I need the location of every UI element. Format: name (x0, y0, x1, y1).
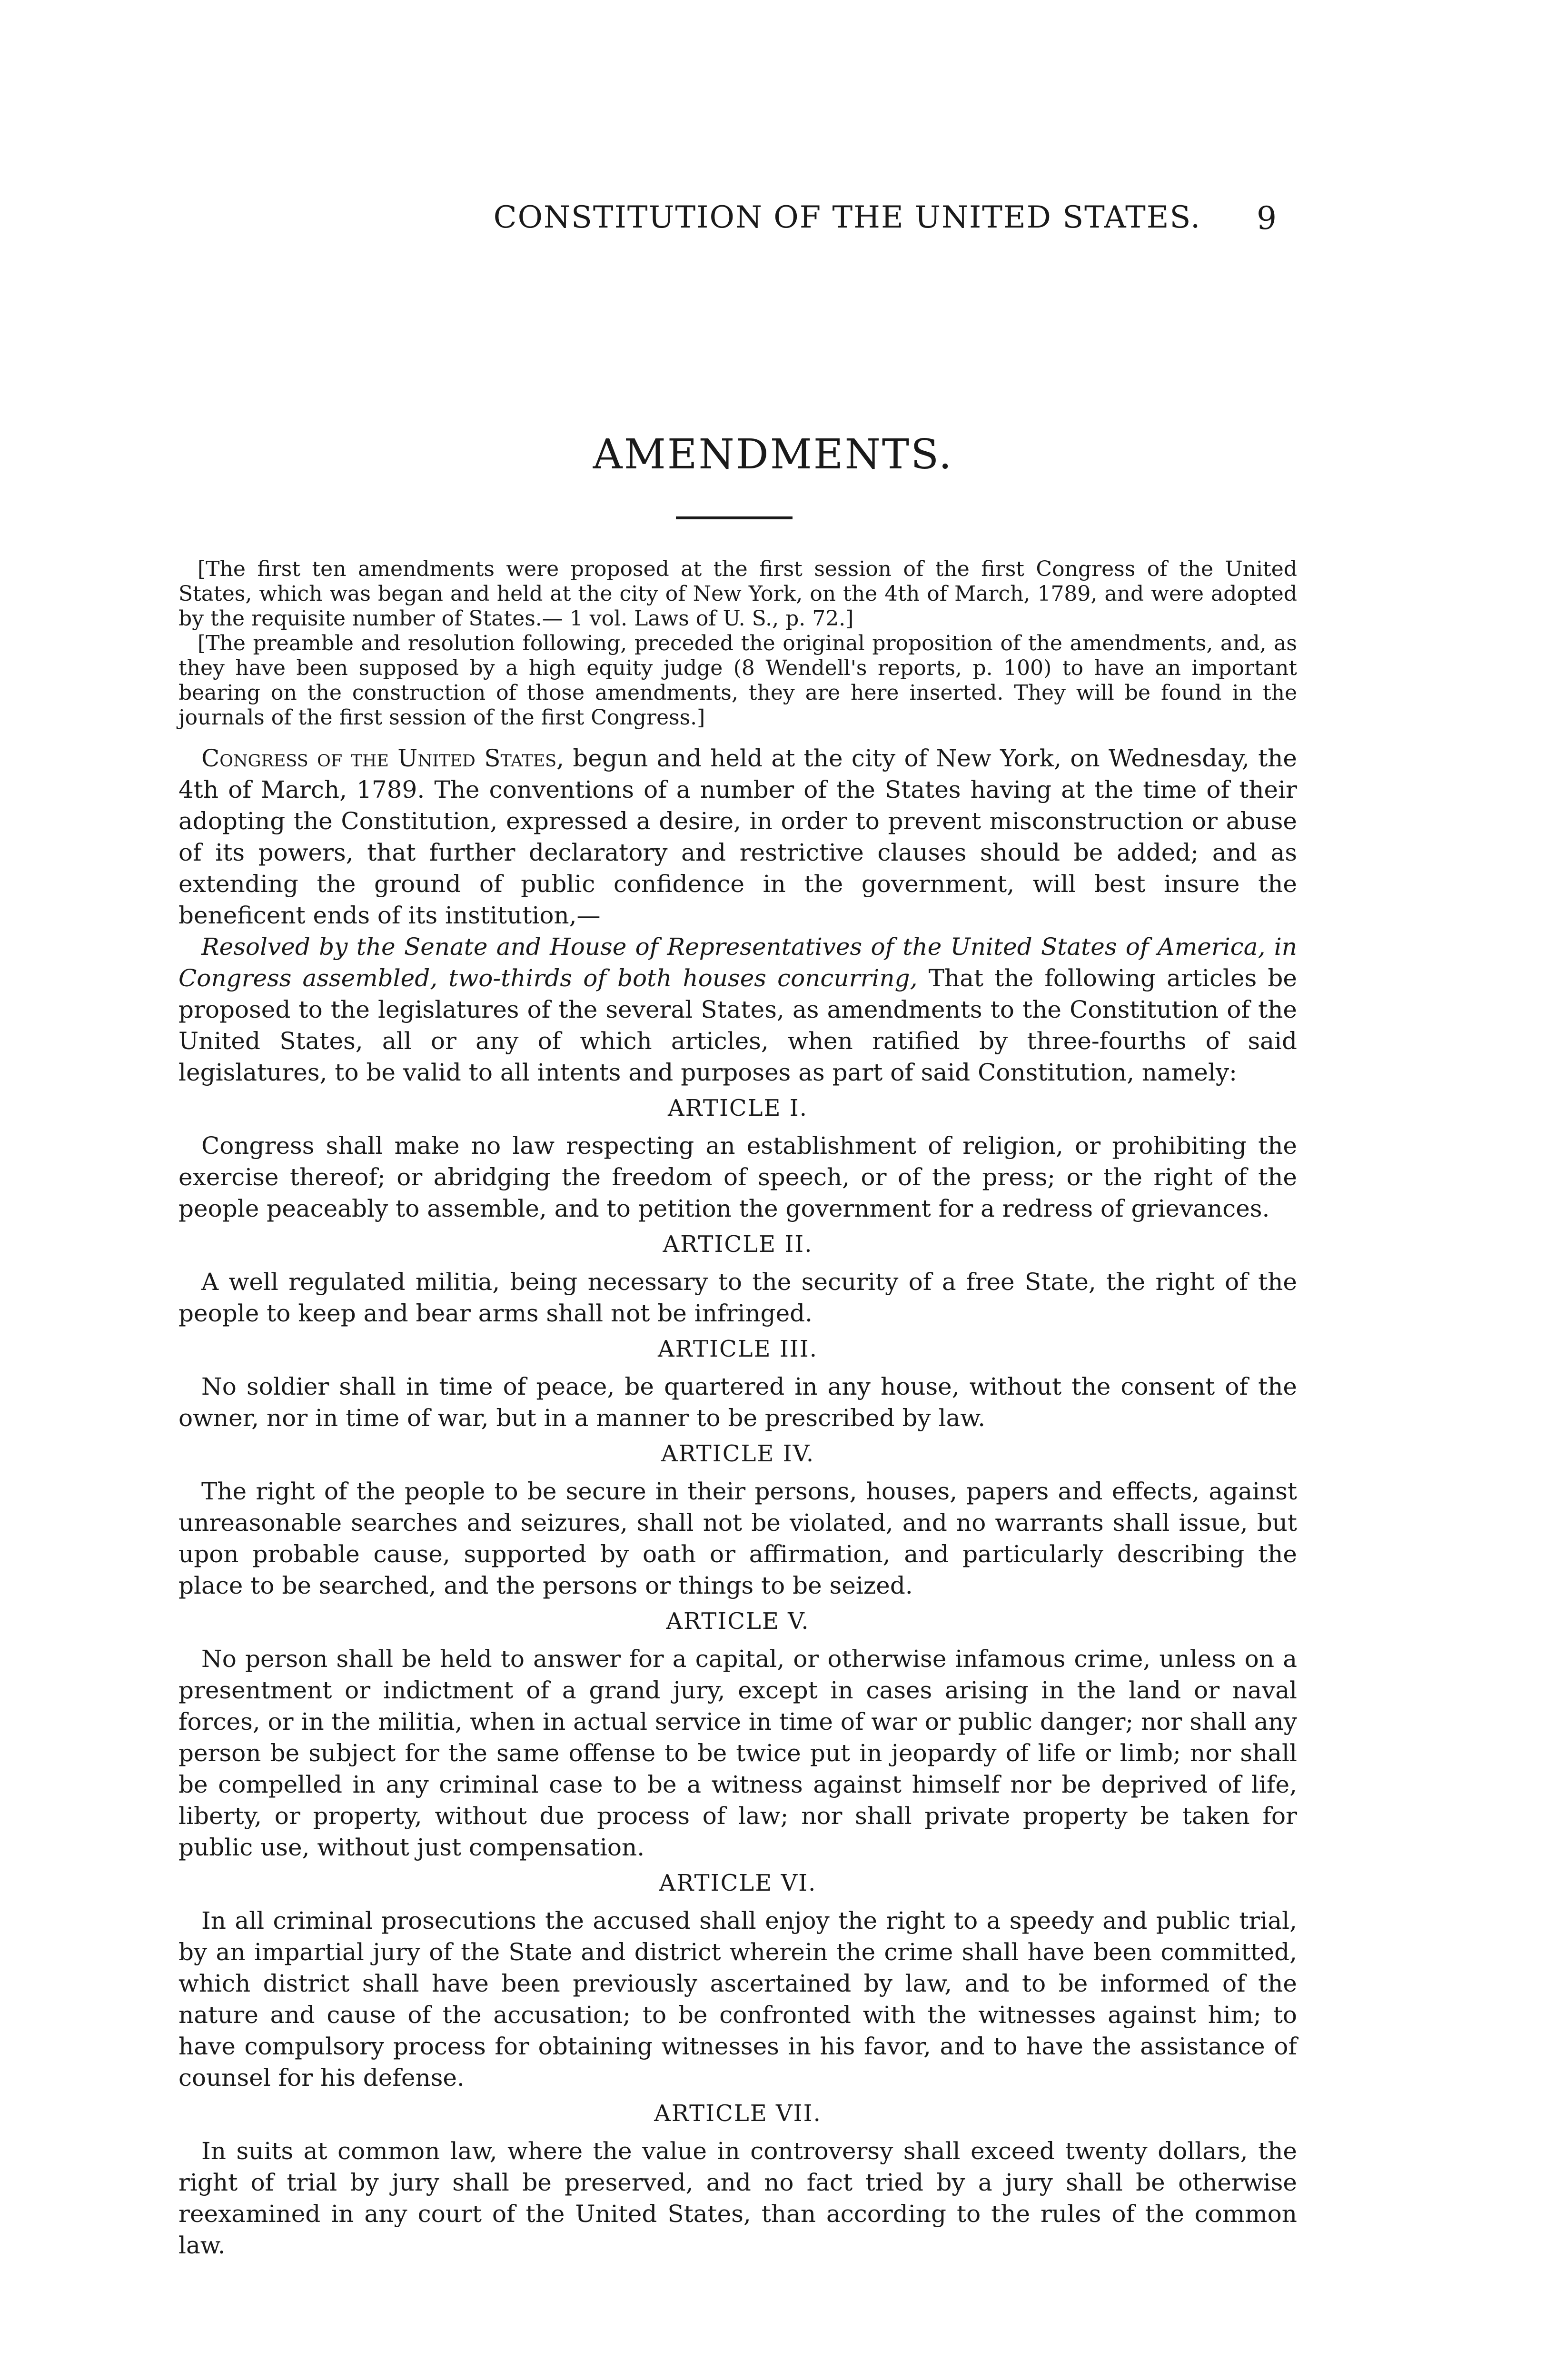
preamble-lead: Congress of the United States, (201, 744, 565, 772)
page-title: AMENDMENTS. (593, 431, 953, 478)
article-5-heading: ARTICLE V. (666, 1608, 810, 1635)
article-4-text: The right of the people to be secure in their persons, houses, papers and effects, against unreasonable searches and seizures, shall not be violated, and no warrants shall issue, but upon probable cause, supported by oath or affirmation, and particularly describing the place to be searched, and the persons or things to be seized. (178, 1478, 1297, 1599)
editorial-note-2: [The preamble and resolution following, preceded the original proposition of the amendments, and, as they have been supposed by a high equity judge (8 Wendell's reports, p. 100) to have an important bearing on the construction of those amendments, they are here inserted. They will be found in the journals of the first session of the first Congress.] (178, 631, 1297, 730)
article-4-heading: ARTICLE IV. (661, 1440, 815, 1467)
article-7-text: In suits at common law, where the value in controversy shall exceed twenty dollars, the right of trial by jury shall be preserved, and no fact tried by a jury shall be otherwise reexamined in any court of the United States, than according to the rules of the common law. (178, 2137, 1297, 2259)
article-6-heading: ARTICLE VI. (659, 1870, 817, 1896)
article-2-heading: ARTICLE II. (663, 1231, 813, 1258)
article-3-heading: ARTICLE III. (658, 1336, 818, 1362)
article-5-text: No person shall be held to answer for a capital, or otherwise infamous crime, unless on a presentment or indictment of a grand jury, except in cases arising in the land or naval forces, or in the militia, when in actual service in time of war or public danger; nor shall any person be subject for the same offense to be twice put in jeopardy of life or limb; nor shall be compelled in any criminal case to be a witness against himself nor be deprived of life, liberty, or property, without due process of law; nor shall private property be taken for public use, without just compensation. (178, 1645, 1297, 1861)
article-1-heading: ARTICLE I. (667, 1095, 808, 1121)
article-2-text: A well regulated militia, being necessary to the security of a free State, the right of the people to keep and bear arms shall not be infringed. (178, 1268, 1297, 1327)
running-head: CONSTITUTION OF THE UNITED STATES. (493, 200, 1201, 235)
resolution-text: That the following articles be proposed to the legislatures of the several States, as amendments to the Constitution of the United States, all or any of which articles, when ratified by three-fourths of said legislatures, to be valid to all intents and purposes as part of said Constitution, namely: (178, 964, 1297, 1086)
congress-preamble (178, 743, 1297, 931)
resolution-paragraph (178, 931, 1297, 1088)
resolution-italic: Resolved by the Senate and House of Representatives of the United States of America, in Congress assembled, two-thirds of both houses concurring, (178, 933, 1297, 992)
article-6-text: In all criminal prosecutions the accused shall enjoy the right to a speedy and public trial, by an impartial jury of the State and district wherein the crime shall have been committed, which district shall have been previously ascertained by law, and to be informed of the nature and cause of the accusation; to be confronted with the witnesses against him; to have compulsory process for obtaining witnesses in his favor, and to have the assistance of counsel for his defense. (178, 1907, 1297, 2092)
page-number: 9 (1257, 200, 1277, 237)
editorial-note-1: [The first ten amendments were proposed at the first session of the first Congress of the United States, which was began and held at the city of New York, on the 4th of March, 1789, and were adopted by the requisite number of States.— 1 vol. Laws of U. S., p. 72.] (178, 557, 1297, 631)
article-1-text: Congress shall make no law respecting an establishment of religion, or prohibiting the exercise thereof; or abridging the freedom of speech, or of the press; or the right of the people peaceably to assemble, and to petition the government for a redress of grievances. (178, 1132, 1297, 1222)
preamble-text: begun and held at the city of New York, on Wednesday, the 4th of March, 1789. The conventions of a number of the States having at the time of their adopting the Constitution, expressed a desire, in order to prevent misconstruction or abuse of its powers, that further declaratory and restrictive clauses should be added; and as extending the ground of public confidence in the government, will best insure the beneficent ends of its institution,— (178, 744, 1297, 929)
main-content (178, 557, 1297, 2261)
title-rule (676, 516, 793, 519)
article-3-text: No soldier shall in time of peace, be quartered in any house, without the consent of the owner, nor in time of war, but in a manner to be prescribed by law. (178, 1373, 1297, 1432)
article-7-heading: ARTICLE VII. (654, 2100, 822, 2127)
